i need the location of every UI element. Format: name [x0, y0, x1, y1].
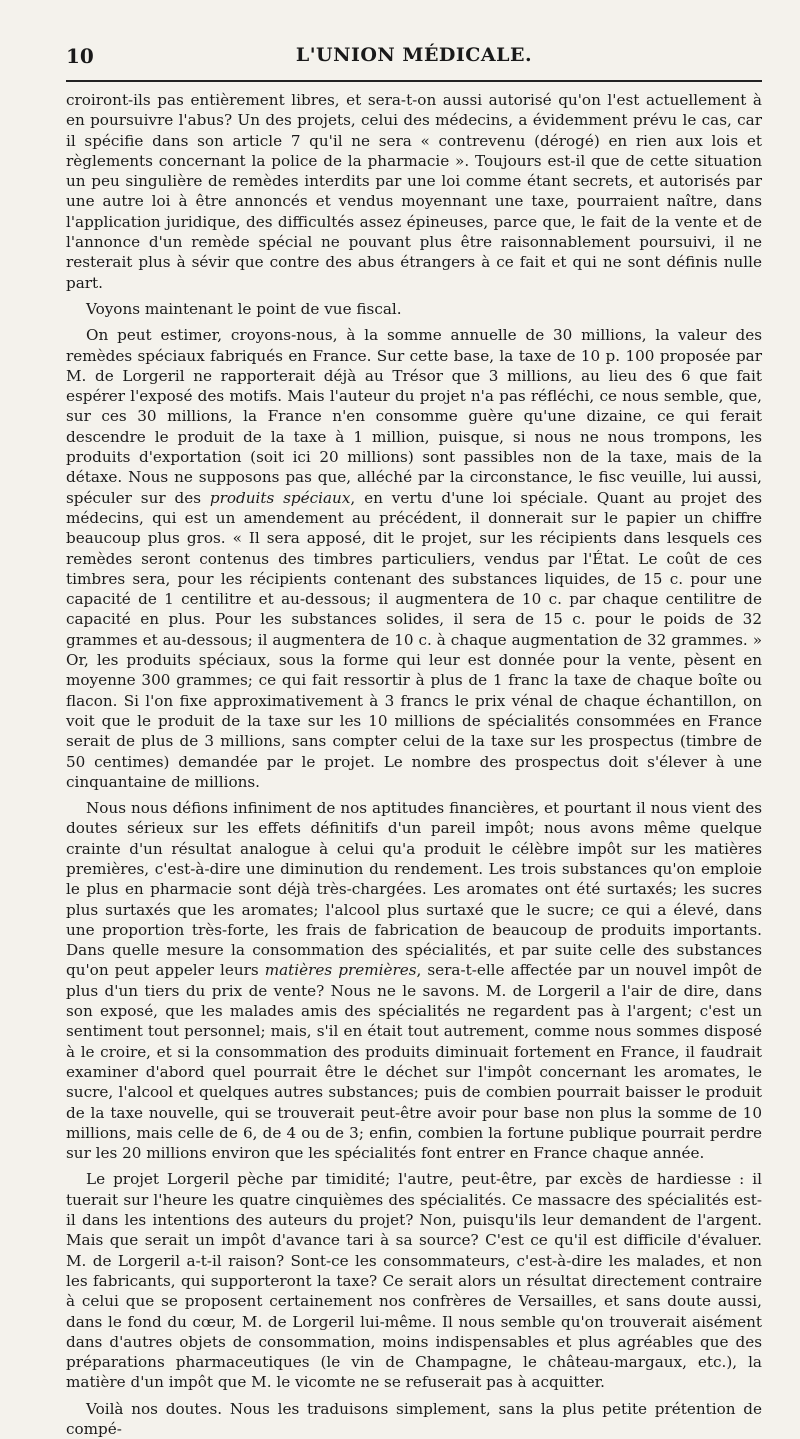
paragraph: Voyons maintenant le point de vue fiscal.	[86, 299, 402, 318]
paragraph: Voilà nos doutes. Nous les traduisons simplement, sans la plus petite prétention de compé-	[66, 1399, 762, 1438]
running-title: L'UNION MÉDICALE.	[295, 44, 533, 66]
page-header	[66, 40, 762, 80]
page-number: 10	[66, 44, 94, 68]
paragraph	[66, 798, 762, 1163]
header-rule	[66, 80, 762, 82]
paragraph: Le projet Lorgeril pèche par timidité; l'autre, peut-être, par excès de hardiesse : il tuerait sur l'heure les quatre cinquièmes des spécialités. Ce massacre des spécialités est-il dans les intentions des auteurs du projet? Non, puisqu'ils leur demandent de l'argent. Mais que serait un impôt d'avance tari à sa source? C'est ce qu'il est difficile d'évaluer. M. de Lorgeril a-t-il raison? Sont-ce les consommateurs, c'est-à-dire les malades, et non les fabricants, qui supporteront la taxe? Ce serait alors un résultat directement contraire à celui que se proposent certainement nos confrères de Versailles, et sans doute aussi, dans le fond du cœur, M. de Lorgeril lui-même. Il nous semble qu'on trouverait aisément dans d'autres objets de consommation, moins indispensables et plus agréables que des préparations pharmaceutiques (le vin de Champagne, le château-margaux, etc.), la matière d'un impôt que M. le vicomte ne se refuserait pas à acquitter.	[66, 1170, 762, 1392]
emphasis: produits spéciaux	[209, 488, 351, 507]
paragraph: croiront-ils pas entièrement libres, et sera-t-on aussi autorisé qu'on l'est actuellement à en poursuivre l'abus? Un des projets, celui des médecins, a évidemment prévu le cas, car il spécifie dans son article 7 qu'il ne sera « contrevenu (dérogé) en rien aux lois et règlements concernant la police de la pharmacie ». Toujours est-il que de cette situation un peu singulière de remèdes interdits par une loi comme étant secrets, et autorisés par une autre loi à être annoncés et vendus moyennant une taxe, pourraient naître, dans l'application juridique, des difficultés assez épineuses, parce que, le fait de la vente et de l'annonce d'un remède spécial ne pouvant plus être raisonnablement poursuivi, il ne resterait plus à sévir que contre des abus étrangers à ce fait et qui ne sont définis nulle part.	[66, 91, 762, 292]
text-run: , sera-t-elle affectée par un nouvel impôt de plus d'un tiers du prix de vente? Nous ne le savons. M. de Lorgeril a l'air de dire, dans son exposé, que les malades amis des spécialités ne regardent pas à l'argent; c'est un sentiment tout personnel; mais, s'il en était tout autrement, comme nous sommes disposé à le croire, et si la consommation des produits diminuait fortement en France, il faudrait examiner d'abord quel pourrait être le déchet sur l'impôt concernant les aromates, le sucre, l'alcool et quelques autres substances; puis de combien pourrait baisser le produit de la taxe nouvelle, qui se trouverait peut-être avoir pour base non plus la somme de 10 millions, mais celle de 6, de 4 ou de 3; enfin, combien la fortune publique pourrait perdre sur les 20 millions environ que les spécialités font entrer en France chaque année.	[66, 961, 762, 1163]
paragraph	[66, 325, 762, 792]
text-run: , en vertu d'une loi spéciale. Quant au projet des médecins, qui est un amendement au précédent, il donnerait sur le papier un chiffre beaucoup plus gros. « Il sera apposé, dit le projet, sur les récipients dans lesquels ces remèdes seront contenus des timbres particuliers, vendus par l'État. Le coût de ces timbres sera, pour les récipients contenant des substances liquides, de 15 c. pour une capacité de 1 centilitre et au-dessous; il augmentera de 10 c. par chaque centilitre de capacité en plus. Pour les substances solides, il sera de 15 c. pour le poids de 32 grammes et au-dessous; il augmentera de 10 c. à chaque augmentation de 32 grammes. » Or, les produits spéciaux, sous la forme qui leur est donnée pour la vente, pèsent en moyenne 300 grammes; ce qui fait ressortir à plus de 1 franc la taxe de chaque boîte ou flacon. Si l'on fixe approximativement à 3 francs le prix vénal de chaque échantillon, on voit que le produit de la taxe sur les 10 millions de spécialités consommées en France serait de plus de 3 millions, sans compter celui de la taxe sur les prospectus (timbre de 50 centimes) demandée par le projet. Le nombre des prospectus doit s'élever à une cinquantaine de millions.	[66, 488, 762, 791]
text-run: Nous nous défions infiniment de nos aptitudes financières, et pourtant il nous vient des doutes sérieux sur les effets définitifs d'un pareil impôt; nous avons même quelque crainte d'un résultat analogue à celui qu'a produit le célèbre impôt sur les matières premières, c'est-à-dire une diminution du rendement. Les trois substances qu'on emploie le plus en pharmacie sont déjà très-chargées. Les aromates ont été surtaxés; les sucres plus surtaxés que les aromates; l'alcool plus surtaxé que le sucre; ce qui a élevé, dans une proportion très-forte, les frais de fabrication de beaucoup de produits importants. Dans quelle mesure la consommation des spécialités, et par suite celle des substances qu'on peut appeler leurs	[66, 799, 762, 980]
text-run: On peut estimer, croyons-nous, à la somme annuelle de 30 millions, la valeur des remèdes spéciaux fabriqués en France. Sur cette base, la taxe de 10 p. 100 proposée par M. de Lorgeril ne rapporterait déjà au Trésor que 3 millions, au lieu des 6 que fait espérer l'exposé des motifs. Mais l'auteur du projet n'a pas réfléchi, ce nous semble, que, sur ces 30 millions, la France n'en consomme guère qu'une dizaine, ce qui ferait descendre le produit de la taxe à 1 million, puisque, si nous ne nous trompons, les produits d'exportation (soit ici 20 millions) sont passibles non de la taxe, mais de la détaxe. Nous ne supposons pas que, alléché par la circonstance, le fisc veuille, lui aussi, spéculer sur des	[66, 326, 762, 507]
article-body	[66, 90, 762, 1439]
emphasis: matières premières	[264, 961, 417, 980]
